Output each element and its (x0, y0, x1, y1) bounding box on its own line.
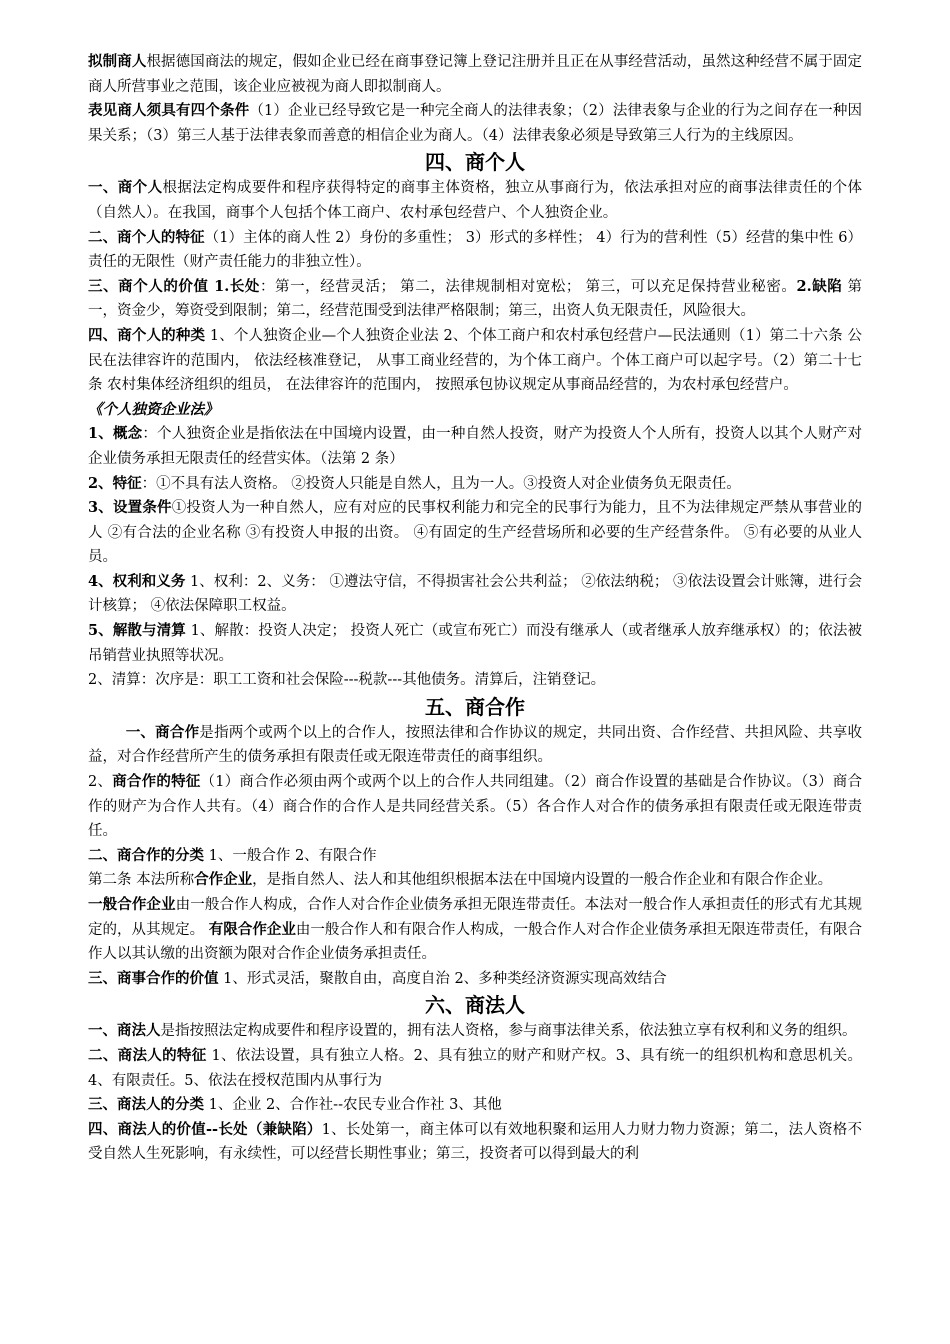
term: 合作企业 (194, 871, 253, 889)
text: 1、解散：投资人决定； 投资人死亡（或宣布死亡）而没有继承人（或者继承人放弃继承权）的；依法被吊销营业执照等状况。 (88, 623, 862, 664)
text: 1、一般合作 2、有限合作 (204, 847, 377, 864)
section-heading-5: 五、商合作 (425, 694, 525, 719)
term: 一、商法人 (88, 1022, 161, 1040)
text: ：个人独资企业是指依法在中国境内设置，由一种自然人投资，财产为投资人个人所有，投资人以其个人财产对企业债务承担无限责任的经营实体。（法第 2 条） (88, 426, 862, 467)
term: 一、商个人 (88, 179, 163, 197)
paragraph-5-1 (88, 721, 862, 770)
text: 第一，资金少，筹资受到限制；第二，经营范围受到法律严格限制；第三，出资人负无限责任，风险很大。 (88, 278, 863, 320)
term: 表见商人须具有四个条件 (88, 102, 250, 120)
text: ，是指自然人、法人和其他组织根据本法在中国境内设置的一般合作企业和有限合作企业。 (252, 872, 833, 889)
term: 二、商法人的特征 (88, 1046, 207, 1064)
term: 三、商事合作的价值 (88, 969, 219, 987)
paragraph-nizhi-shangren (88, 50, 862, 99)
paragraph-5-2 (88, 770, 862, 844)
text: 根据德国商法的规定，假如企业已经在商事登记簿上登记注册并且正在从事经营活动，虽然这种经营不属于固定商人所营事业之范围，该企业应被视为商人即拟制商人。 (88, 54, 863, 95)
text: 1、企业 2、合作社--农民专业合作社 3、其他 (204, 1097, 502, 1114)
term: 三、商法人的分类 (88, 1096, 204, 1114)
term: 商合作的特征 (112, 773, 201, 791)
term: 一、商合作 (125, 723, 200, 741)
text: ：第一，经营灵活； 第二，法律规制相对宽松； 第三，可以充足保持营业秘密。 (259, 278, 797, 295)
term: 二、商个人的特征 (88, 228, 205, 246)
text: 1、个人独资企业—个人独资企业法 2、个体工商户和农村承包经营户—民法通则（1）第二十六条 公民在法律容许的范围内， 依法经核准登记， 从事工商业经营的，为个体工商户。个体工商户可以起字号。（2）第二十七条 农村集体经济组织的组员， 在法律容许的范围内， 按照承包协议规定从事商品经营的，为农村承包经营户。 (88, 327, 863, 394)
paragraph-law-1 (88, 422, 862, 471)
paragraph-law-4 (88, 570, 862, 619)
term: 4、权利和义务 (88, 572, 186, 590)
paragraph-law-2 (88, 472, 862, 497)
paragraph-4-2 (88, 226, 862, 275)
paragraph-4-1 (88, 176, 862, 225)
text: （1）主体的商人性 2）身份的多重性； 3）形式的多样性； 4）行为的营利性（5）经营的集中性 6）责任的无限性（财产责任能力的非独立性）。 (88, 229, 863, 271)
text: 1、长处第一，商主体可以有效地积聚和运用人力财力物力资源；第二，法人资格不受自然人生死影响，有永续性，可以经营长期性事业；第三，投资者可以得到最大的利 (88, 1121, 862, 1163)
text: 是指两个或两个以上的合作人，按照法律和合作协议的规定，共同出资、合作经营、共担风险、共享收益，对合作经营所产生的债务承担有限责任或无限连带责任的商事组织。 (88, 724, 862, 766)
text: 根据法定构成要件和程序获得特定的商事主体资格，独立从事商行为，依法承担对应的商事法律责任的个体（自然人）。在我国，商事个人包括个体工商户、农村承包经营户、个人独资企业。 (88, 180, 863, 221)
paragraph-law-5 (88, 619, 862, 668)
term: 一般合作企业 (88, 896, 176, 913)
paragraph-6-3 (88, 1093, 862, 1118)
term: 二、商合作的分类 (88, 846, 204, 864)
term: 1、概念 (88, 425, 143, 443)
paragraph-6-2 (88, 1044, 862, 1093)
term: 拟制商人 (88, 53, 147, 70)
section-heading-4: 四、商个人 (425, 150, 525, 175)
text: 由一般合作人和有限合作人构成，一般合作人对合作企业债务承担无限连带责任，有限合作人以其认缴的出资额为限对合作企业债务承担责任。 (88, 921, 863, 963)
text: （1）企业已经导致它是一种完全商人的法律表象；（2）法律表象与企业的行为之间存在一种因果关系；（3）第三人基于法律表象而善意的相信企业为商人。（4）法律表象必须是导致第三人行为的主线原因。 (88, 103, 862, 144)
paragraph-5-5 (88, 893, 862, 967)
paragraph-5-4 (88, 868, 862, 893)
law-title: 《个人独资企业法》 (88, 400, 219, 418)
term: 有限合作企业 (208, 920, 296, 938)
text: 1、依法设置，具有独立人格。2、具有独立的财产和财产权。3、具有统一的组织机构和意思机关。4、有限责任。5、依法在授权范围内从事行为 (88, 1047, 862, 1089)
paragraph-4-3 (88, 275, 862, 324)
paragraph-4-4 (88, 324, 862, 398)
text: 1、权利：2、义务： ①遵法守信，不得损害社会公共利益； ②依法纳税； ③依法设置会计账簿，进行会计核算； ④依法保障职工权益。 (88, 573, 862, 615)
term: 四、商法人的价值--长处（兼缺陷） (88, 1120, 322, 1138)
paragraph-law-3 (88, 496, 862, 570)
text: ：①不具有法人资格。 ②投资人只能是自然人，且为一人。③投资人对企业债务负无限责任。 (141, 475, 741, 492)
text: 是指按照法定构成要件和程序设置的，拥有法人资格，参与商事法律关系，依法独立享有权利和义务的组织。 (160, 1023, 857, 1040)
text: （1）商合作必须由两个或两个以上的合作人共同组建。（2）商合作设置的基础是合作协议。（3）商合作的财产为合作人共有。（4）商合作的合作人是共同经营关系。（5）各合作人对合作的债务承担有限责任或无限连带责任。 (88, 774, 862, 840)
term: 2.缺陷 (796, 277, 843, 295)
paragraph-6-1 (88, 1019, 862, 1044)
paragraph-5-3 (88, 844, 862, 869)
paragraph-6-4 (88, 1118, 862, 1167)
text: ①投资人为一种自然人，应有对应的民事权利能力和完全的民事行为能力，且不为法律规定严禁从事营业的人 ②有合法的企业名称 ③有投资人申报的出资。 ④有固定的生产经营场所和必要的生产经营条件。 ⑤有必要的从业人员。 (88, 500, 862, 566)
paragraph-5-6 (88, 967, 862, 992)
text: 1、形式灵活，聚散自由，高度自治 2、多种类经济资源实现高效结合 (218, 970, 667, 987)
paragraph-biaojian-shangren (88, 99, 862, 148)
term: 三、商个人的价值 1.长处 (88, 277, 260, 295)
paragraph-law-5b: 2、清算：次序是：职工工资和社会保险---税款---其他债务。清算后，注销登记。 (88, 672, 606, 689)
text: 由一般合作人构成，合作人对合作企业债务承担无限连带责任。本法对一般合作人承担责任的形式有尤其规定的，从其规定。 (88, 897, 863, 938)
term: 2、特征 (88, 474, 142, 492)
term: 四、商个人的种类 (88, 326, 206, 344)
prefix: 2、 (88, 774, 113, 791)
term: 5、解散与清算 (88, 622, 186, 640)
prefix: 第二条 本法所称 (88, 872, 195, 889)
section-heading-6: 六、商法人 (425, 993, 525, 1018)
term: 3、设置条件 (88, 499, 172, 517)
